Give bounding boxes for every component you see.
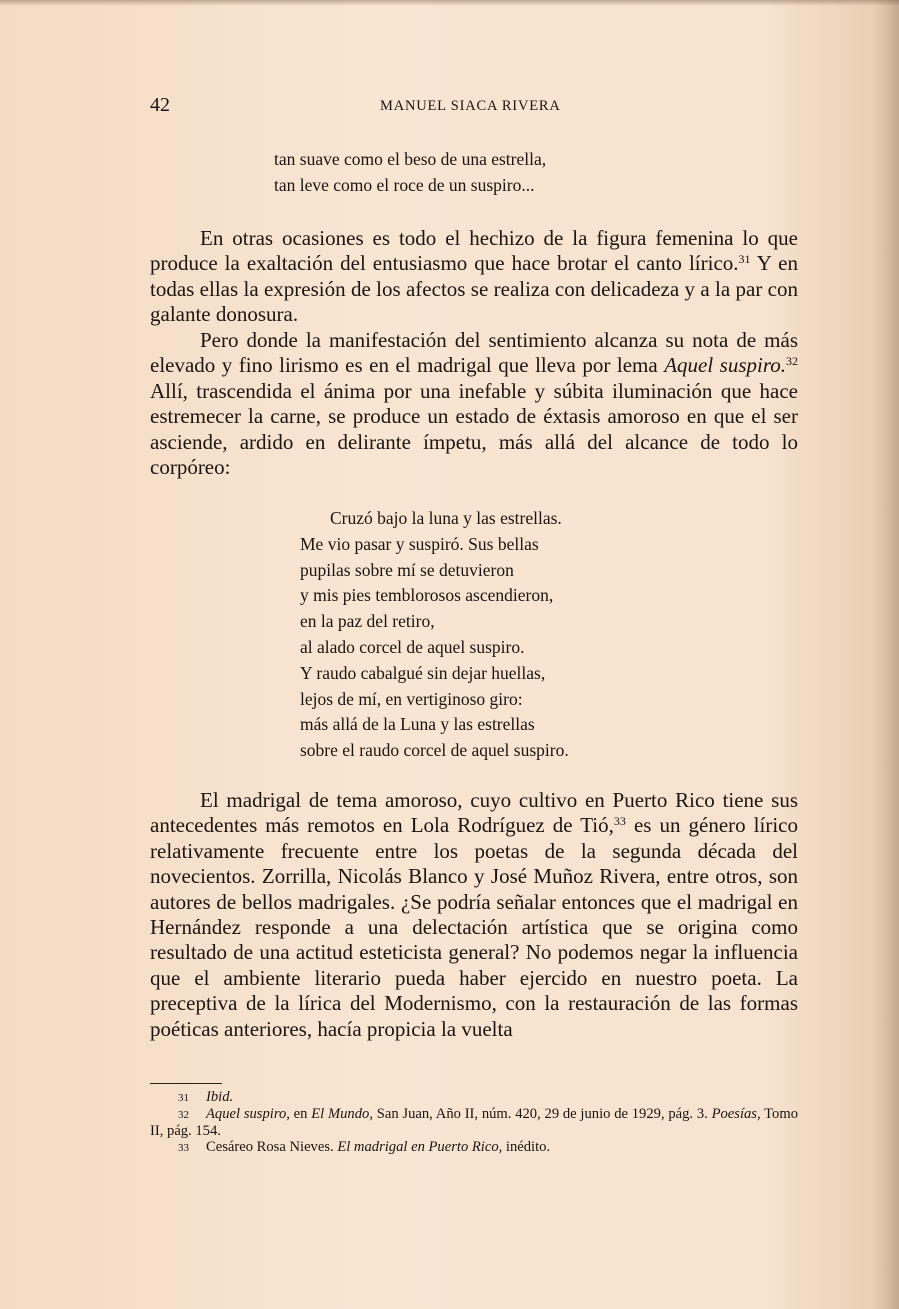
footnote-ref: 33 [613,814,626,829]
verse-line: tan leve como el roce de un suspiro... [274,175,535,195]
footnote-title: El madrigal en Puerto Rico, [337,1139,503,1155]
paragraph-2 [150,328,798,480]
poem [300,506,569,764]
footnote-32 [150,1106,798,1139]
footnote-33 [150,1139,798,1156]
footnote-text: Ibid. [206,1089,234,1105]
poem-line: sobre el raudo corcel de aquel suspiro. [300,740,569,761]
footnotes [150,1089,798,1156]
page-header [150,94,800,120]
footnote-text: inédito. [502,1139,551,1155]
title-italic: Aquel suspiro. [664,353,786,378]
paragraph-text: es un género lírico relativamente frecuente entre los poetas de la segunda década del novecientos. Zorrilla, Nicolás Blanco y José Muñoz Rivera, entre otros, son autores de bellos madrigales. ¿Se podría señalar entonces que el madrigal en Hernández responde a una delectación artística que se origina como resultado de una actitud esteticista general? No podemos negar la influencia que el ambiente literario pueda haber ejercido en nuestro poeta. La preceptiva de la lírica del Modernismo, con la restauración de las formas poéticas anteriores, hacía propicia la vuelta [150,813,798,1041]
poem-line: Cruzó bajo la luna y las estrellas. [330,508,562,528]
poem-line: Y raudo cabalgué sin dejar huellas, [300,662,546,683]
poem-line: más allá de la Luna y las estrellas [300,714,535,735]
paragraph-text: Allí, trascendida el ánima por una inefable y súbita iluminación que hace estremecer la carne, se produce un estado de éxtasis amoroso en que el ser asciende, ardido en delirante ímpetu, más allá del alcance de todo lo corpóreo: [150,378,798,480]
page-number: 42 [150,94,170,116]
footnote-text: Tomo II, pág. 154. [150,1106,798,1139]
page-top-edge [0,0,899,6]
paragraph-text: Pero donde la manifestación del sentimiento alcanza su nota de más elevado y fino lirismo es en el madrigal que lleva por lema [150,328,798,378]
footnote-title: Aquel suspiro, [206,1106,290,1122]
poem-line: y mis pies temblorosos ascendieron, [300,585,554,606]
poem-line: pupilas sobre mí se detuvieron [300,559,514,580]
footnote-text: en [289,1106,312,1122]
footnote-number: 32 [178,1109,189,1121]
paragraph-text: En otras ocasiones es todo el hechizo de la figura femenina lo que produce la exaltación del entusiasmo que hace brotar el canto lírico. [150,226,798,276]
paragraph-text: El madrigal de tema amoroso, cuyo cultivo en Puerto Rico tiene sus antecedentes más remotos en Lola Rodríguez de Tió, [150,788,798,838]
poem-line: lejos de mí, en vertiginoso giro: [300,688,523,709]
footnote-31 [150,1089,798,1106]
footnote-author: Cesáreo Rosa Nieves. [206,1139,338,1155]
poem-line: Me vio pasar y suspiró. Sus bellas [300,533,539,554]
footnote-rule [150,1083,222,1084]
poem-line: en la paz del retiro, [300,611,435,632]
footnote-ref: 31 [738,252,751,267]
page-right-edge [873,0,899,1309]
footnote-journal: El Mundo, [311,1106,373,1122]
footnote-number: 33 [178,1142,189,1154]
paragraph-3 [150,788,798,1042]
paragraph-text: Y en todas ellas la expresión de los afectos se realiza con delicadeza y a la par con galante donosura. [150,251,798,327]
running-head: MANUEL SIACA RIVERA [380,98,561,114]
footnote-book: Poesías, [711,1106,761,1122]
verse-top [274,146,546,198]
verse-line: tan suave como el beso de una estrella, [274,149,547,169]
footnote-ref: 32 [786,354,798,369]
footnote-number: 31 [178,1092,189,1104]
poem-line: al alado corcel de aquel suspiro. [300,636,525,657]
paragraph-1 [150,226,798,328]
footnote-text: San Juan, Año II, núm. 420, 29 de junio de 1929, pág. 3. [372,1106,712,1122]
